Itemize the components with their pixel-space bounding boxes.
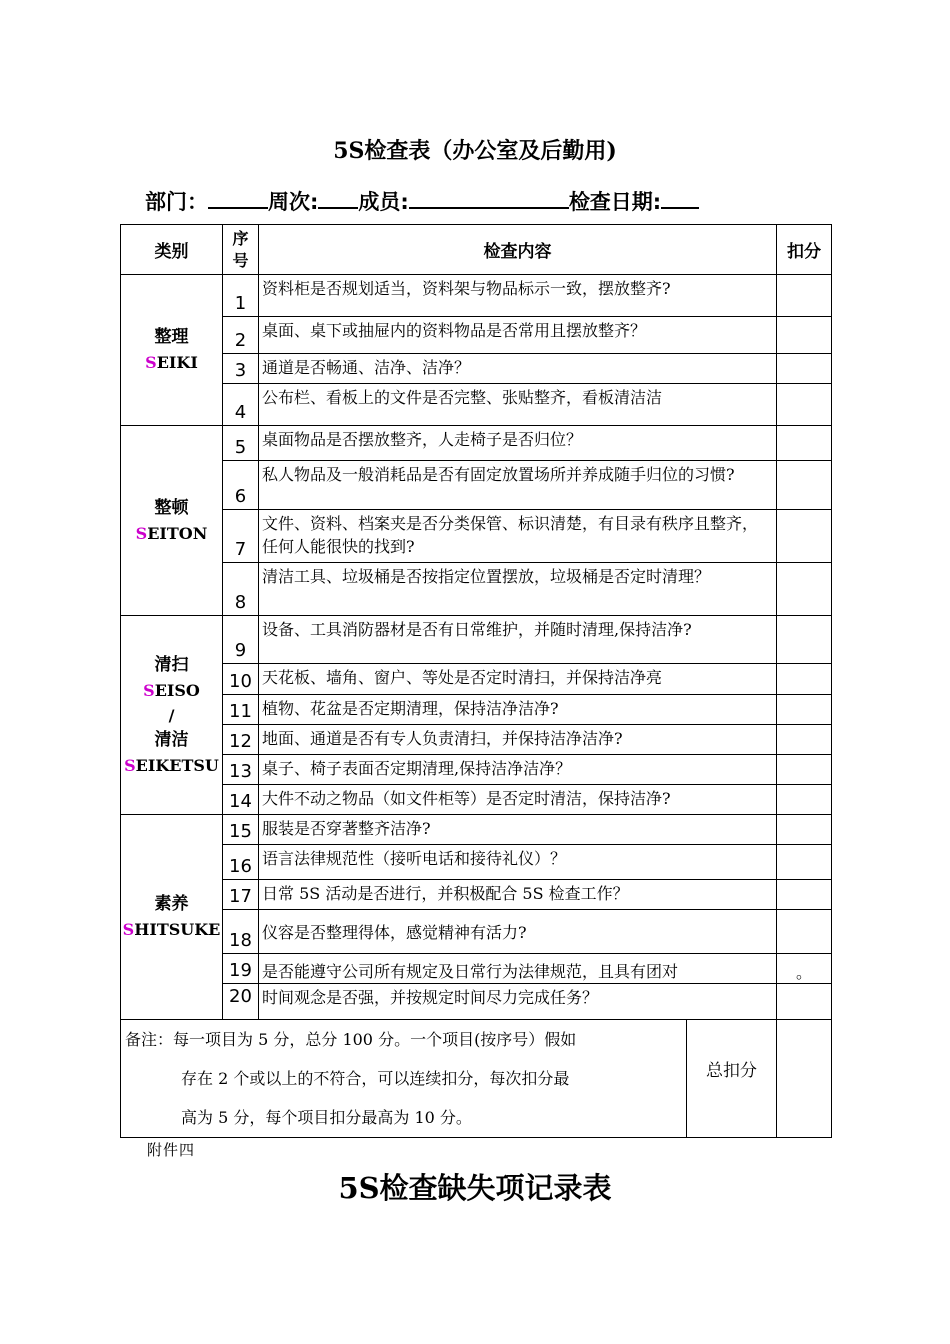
dept-field[interactable] [208, 189, 268, 209]
item-no: 15 [223, 815, 259, 845]
item-no: 17 [223, 880, 259, 910]
member-label: 成员: [358, 190, 409, 214]
note-cell [121, 1020, 687, 1138]
item-content: 公布栏、看板上的文件是否完整、张贴整齐，看板清洁洁 [259, 384, 777, 426]
category-en-first: S [143, 680, 155, 700]
score-cell[interactable] [777, 815, 832, 845]
item-no: 12 [223, 725, 259, 755]
score-cell[interactable] [777, 910, 832, 954]
item-no: 4 [223, 384, 259, 426]
score-cell[interactable] [777, 563, 832, 616]
item-content: 地面、通道是否有专人负责清扫，并保持洁净洁净? [259, 725, 777, 755]
item-content: 桌面、桌下或抽屉内的资料物品是否常用且摆放整齐？ [259, 317, 777, 354]
form-meta-line [145, 186, 699, 216]
item-no: 1 [223, 275, 259, 317]
score-cell[interactable] [777, 664, 832, 695]
item-content: 时间观念是否强，并按规定时间尽力完成任务？ [259, 984, 777, 1020]
score-cell[interactable] [777, 510, 832, 563]
annex-label: 附件四 [147, 1141, 196, 1159]
item-no: 16 [223, 845, 259, 880]
score-cell[interactable] [777, 725, 832, 755]
score-cell[interactable] [777, 845, 832, 880]
score-cell[interactable] [777, 755, 832, 785]
week-field[interactable] [318, 189, 358, 209]
header-category: 类别 [121, 225, 223, 275]
item-content: 语言法律规范性（接听电话和接待礼仪）？ [259, 845, 777, 880]
item-no: 8 [223, 563, 259, 616]
total-deduction-field[interactable] [777, 1020, 832, 1138]
category-en-first: S [122, 920, 135, 939]
category-en-rest: HITSUKE [134, 920, 221, 939]
table-row [121, 354, 832, 384]
item-no: 20 [223, 984, 259, 1020]
item-no: 6 [223, 461, 259, 510]
item-no: 11 [223, 695, 259, 725]
note-row [121, 1020, 832, 1138]
item-content: 服装是否穿著整齐洁净? [259, 815, 777, 845]
item-no: 13 [223, 755, 259, 785]
dept-label: 部门： [145, 190, 208, 214]
note-line-1: 备注：每一项目为 5 分，总分 100 分。一个项目(按序号）假如 [125, 1030, 577, 1049]
table-row [121, 426, 832, 461]
category-cn: 整理 [154, 327, 189, 347]
item-content: 植物、花盆是否定期清理，保持洁净洁净? [259, 695, 777, 725]
score-cell[interactable] [777, 461, 832, 510]
category-seiri [121, 275, 223, 426]
table-row [121, 461, 832, 510]
header-score: 扣分 [777, 225, 832, 275]
category-cn: 清扫 [154, 654, 189, 675]
item-content: 清洁工具、垃圾桶是否按指定位置摆放，垃圾桶是否定时清理？ [259, 563, 777, 616]
item-content: 私人物品及一般消耗品是否有固定放置场所并养成随手归位的习惯? [259, 461, 777, 510]
category-en2-first: S [124, 755, 136, 775]
date-field[interactable] [661, 189, 699, 209]
category-cn: 素养 [154, 894, 189, 914]
item-no: 19 [223, 954, 259, 984]
checklist-table [120, 224, 832, 1138]
category-shitsuke [121, 815, 223, 1020]
item-content: 仪容是否整理得体，感觉精神有活力? [259, 910, 777, 954]
member-field[interactable] [409, 189, 569, 209]
item-no: 3 [223, 354, 259, 384]
item-content: 设备、工具消防器材是否有日常维护，并随时清理,保持洁净? [259, 616, 777, 664]
table-row [121, 317, 832, 354]
table-row [121, 984, 832, 1020]
table-row [121, 845, 832, 880]
item-content: 通道是否畅通、洁净、洁净？ [259, 354, 777, 384]
section-title: 5S检查缺失项记录表 [338, 1171, 612, 1205]
table-row [121, 755, 832, 785]
page-title: 5S检查表（办公室及后勤用) [333, 138, 617, 164]
item-content: 天花板、墙角、窗户、等处是否定时清扫，并保持洁净亮 [259, 664, 777, 695]
category-en-rest: EITON [147, 523, 208, 543]
category-en2-rest: EIKETSU [135, 755, 219, 775]
item-no: 14 [223, 785, 259, 815]
category-en-first: S [145, 353, 157, 372]
category-en-rest: EIKI [156, 353, 198, 372]
score-cell[interactable] [777, 384, 832, 426]
score-cell[interactable] [777, 984, 832, 1020]
header-content: 检查内容 [259, 225, 777, 275]
item-content: 日常 5S 活动是否进行，并积极配合 5S 检查工作？ [259, 880, 777, 910]
item-no: 10 [223, 664, 259, 695]
table-header-row [121, 225, 832, 275]
score-cell[interactable] [777, 317, 832, 354]
note-line-2: 存在 2 个或以上的不符合，可以连续扣分，每次扣分最 [181, 1069, 570, 1088]
table-row [121, 616, 832, 664]
table-row [121, 384, 832, 426]
category-cn2: 清洁 [154, 729, 189, 750]
table-row [121, 275, 832, 317]
score-cell[interactable] [777, 354, 832, 384]
category-en-first: S [135, 523, 148, 543]
score-cell[interactable] [777, 695, 832, 725]
item-content: 桌面物品是否摆放整齐，人走椅子是否归位？ [259, 426, 777, 461]
item-content: 是否能遵守公司所有规定及日常行为法律规范，且具有团对 [259, 954, 777, 984]
table-row [121, 815, 832, 845]
item-content: 资料柜是否规划适当，资料架与物品标示一致，摆放整齐? [259, 275, 777, 317]
score-cell[interactable] [777, 616, 832, 664]
score-cell[interactable] [777, 275, 832, 317]
week-label: 周次: [268, 190, 319, 214]
score-cell[interactable] [777, 426, 832, 461]
item-content: 文件、资料、档案夹是否分类保管、标识清楚，有目录有秩序且整齐，任何人能很快的找到? [259, 510, 777, 563]
item-no: 5 [223, 426, 259, 461]
score-cell[interactable] [777, 785, 832, 815]
item-content: 桌子、椅子表面否定期清理,保持洁净洁净？ [259, 755, 777, 785]
item-no: 18 [223, 910, 259, 954]
table-row [121, 664, 832, 695]
table-row [121, 910, 832, 954]
item-no: 2 [223, 317, 259, 354]
date-label: 检查日期: [568, 190, 662, 214]
total-deduction-label: 总扣分 [687, 1020, 777, 1138]
score-cell[interactable]: 。 [777, 954, 832, 984]
category-seiso-seiketsu [121, 616, 223, 815]
table-row [121, 725, 832, 755]
table-row [121, 785, 832, 815]
note-line-3: 高为 5 分，每个项目扣分最高为 10 分。 [181, 1108, 472, 1127]
table-row [121, 563, 832, 616]
table-row [121, 695, 832, 725]
score-cell[interactable] [777, 880, 832, 910]
table-row [121, 880, 832, 910]
item-no: 9 [223, 616, 259, 664]
category-cn: 整顿 [154, 497, 189, 518]
item-no: 7 [223, 510, 259, 563]
item-content: 大件不动之物品（如文件柜等）是否定时清洁，保持洁净? [259, 785, 777, 815]
category-seiton [121, 426, 223, 616]
header-seq: 序号 [223, 225, 259, 275]
table-row [121, 954, 832, 984]
category-separator: / [168, 705, 175, 725]
category-en-rest: EISO [154, 680, 200, 700]
table-row [121, 510, 832, 563]
